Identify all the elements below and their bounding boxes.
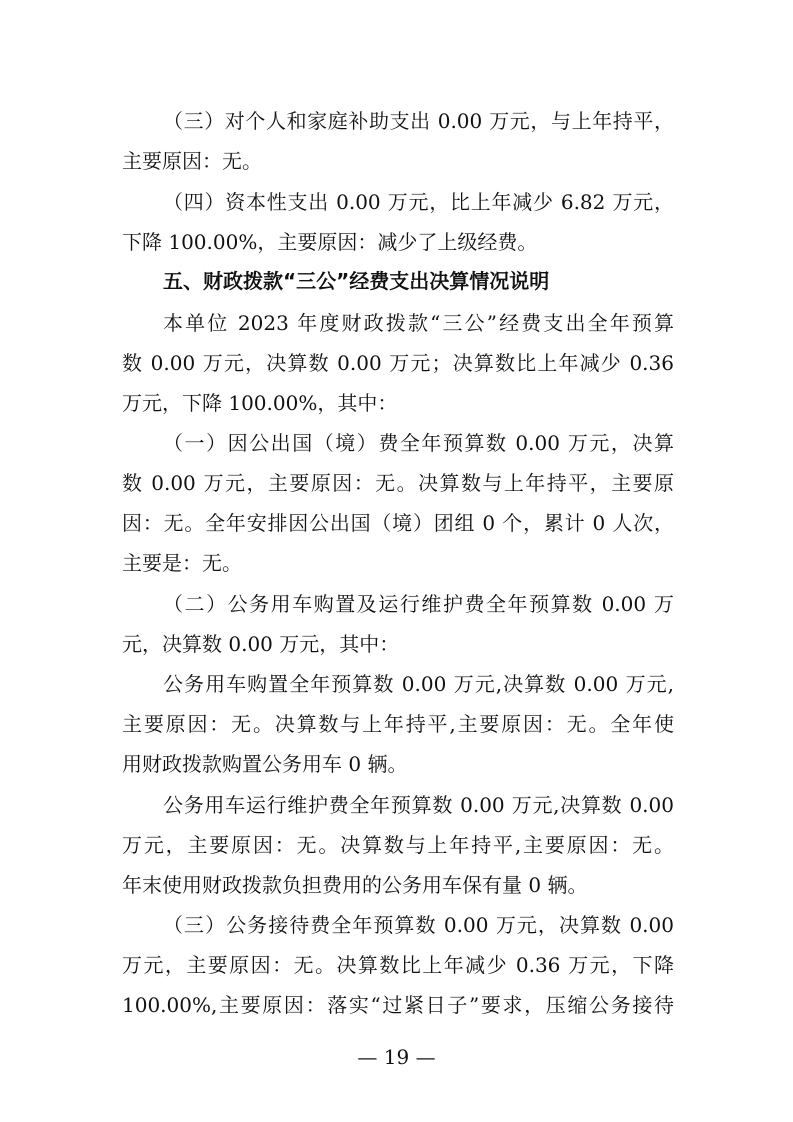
paragraph-line: 主要是：无。	[122, 551, 242, 575]
page-number: — 19 —	[357, 1045, 436, 1069]
paragraph-line: 元，决算数 0.00 万元，其中：	[122, 632, 400, 656]
paragraph-line: 公务用车购置全年预算数 0.00 万元,决算数 0.00 万元,	[163, 672, 674, 696]
paragraph-line: 万元，主要原因：无。决算数比上年减少 0.36 万元，下降	[122, 953, 674, 977]
paragraph-line: 用财政拨款购置公务用车 0 辆。	[122, 752, 408, 776]
paragraph-line: 主要原因：无。决算数与上年持平,主要原因：无。全年使	[122, 712, 674, 736]
paragraph-line: （三）对个人和家庭补助支出 0.00 万元，与上年持平，	[163, 109, 674, 133]
paragraph-line: 数 0.00 万元，主要原因：无。决算数与上年持平，主要原	[122, 471, 674, 495]
paragraph-line: 万元，主要原因：无。决算数与上年持平,主要原因：无。	[122, 833, 674, 857]
paragraph-line: 100.00%,主要原因：落实“过紧日子”要求，压缩公务接待	[122, 993, 674, 1017]
section-heading: 五、财政拨款“三公”经费支出决算情况说明	[163, 269, 550, 293]
paragraph-line: （四）资本性支出 0.00 万元，比上年减少 6.82 万元，	[163, 190, 674, 214]
paragraph-line: 数 0.00 万元，决算数 0.00 万元；决算数比上年减少 0.36	[122, 351, 674, 375]
paragraph-line: 本单位 2023 年度财政拨款“三公”经费支出全年预算	[163, 311, 674, 335]
paragraph-line: 年末使用财政拨款负担费用的公务用车保有量 0 辆。	[122, 873, 588, 897]
paragraph-line: （三）公务接待费全年预算数 0.00 万元，决算数 0.00	[163, 913, 674, 937]
paragraph-line: 因：无。全年安排因公出国（境）团组 0 个，累计 0 人次，	[122, 511, 674, 535]
paragraph-line: （二）公务用车购置及运行维护费全年预算数 0.00 万	[163, 592, 674, 616]
paragraph-line: 下降 100.00%，主要原因：减少了上级经费。	[122, 230, 538, 254]
paragraph-line: 公务用车运行维护费全年预算数 0.00 万元,决算数 0.00	[163, 793, 674, 817]
paragraph-line: 主要原因：无。	[122, 149, 262, 173]
paragraph-line: （一）因公出国（境）费全年预算数 0.00 万元，决算	[163, 431, 674, 455]
paragraph-line: 万元，下降 100.00%，其中：	[122, 391, 398, 415]
